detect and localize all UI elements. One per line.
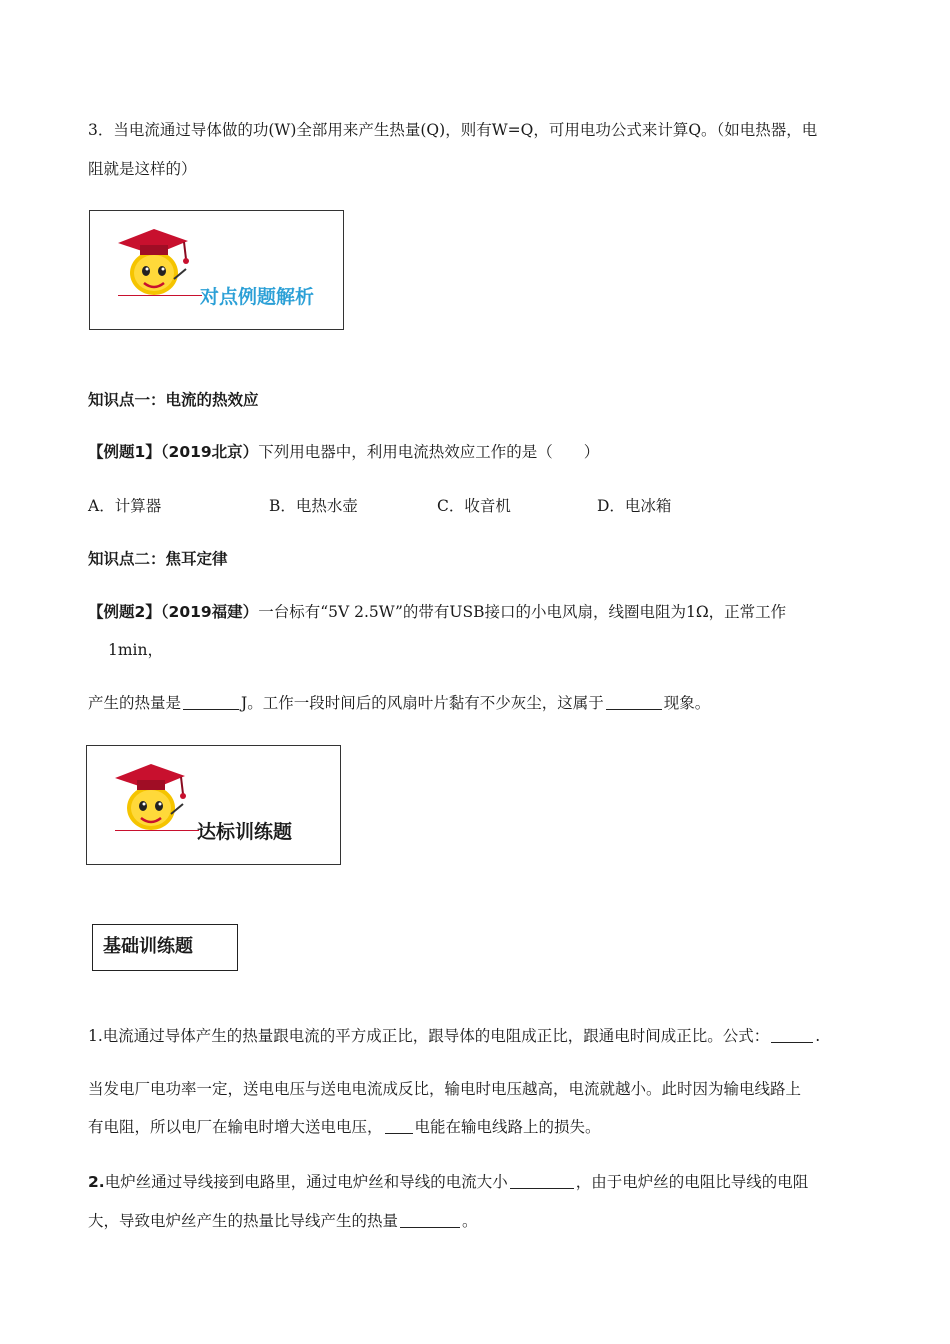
text-segment: 现象。 (663, 694, 711, 712)
banner-rule (115, 830, 199, 831)
example-1-option-b: B．电热水壶 (269, 497, 358, 515)
question-number: 2. (88, 1173, 105, 1191)
text-segment: 电能在输电线路上的损失。 (414, 1118, 601, 1136)
answer-blank[interactable] (385, 1118, 413, 1135)
intro-line-1: 3．当电流通过导体做的功(W)全部用来产生热量(Q)，则有W=Q，可用电功公式来计算Q。（如电热器，电 (88, 121, 818, 139)
section-banner-examples (89, 210, 344, 330)
example-1-option-a: A．计算器 (88, 497, 162, 515)
knowledge-point-1-heading: 知识点一：电流的热效应 (88, 391, 259, 409)
text-segment: ，由于电炉丝的电阻比导线的电阻 (575, 1173, 809, 1191)
example-2-question (88, 600, 786, 622)
q1-line-3 (88, 1115, 601, 1137)
q2-line-2 (88, 1209, 478, 1231)
text-segment: J。工作一段时间后的风扇叶片黏有不少灰尘，这属于 (241, 694, 604, 712)
text-segment: 电炉丝通过导线接到电路里，通过电炉丝和导线的电流大小 (104, 1173, 508, 1191)
text-segment: . (815, 1027, 821, 1045)
q1-line-1 (88, 1024, 820, 1046)
basic-training-title: 基础训练题 (92, 924, 238, 971)
text-segment: 产生的热量是 (88, 694, 182, 712)
example-source: （2019北京） (160, 443, 259, 461)
text-segment: 。 (462, 1212, 478, 1230)
example-source: （2019福建） (160, 603, 259, 621)
answer-blank[interactable] (771, 1027, 813, 1044)
text-segment: 有电阻，所以电厂在输电时增大送电电压， (88, 1118, 383, 1136)
q1-line-2: 当发电厂电功率一定，送电电压与送电电流成反比，输电时电压越高，电流就越小。此时因为输电线路上 (88, 1080, 802, 1098)
q2-line-1 (88, 1170, 808, 1192)
example-1-option-d: D．电冰箱 (597, 497, 672, 515)
banner-title: 达标训练题 (197, 821, 293, 843)
section-banner-practice (86, 745, 341, 865)
example-tag: 【例题2】 (88, 603, 161, 621)
intro-line-2: 阻就是这样的） (88, 160, 197, 178)
banner-rule (118, 295, 202, 296)
knowledge-point-2-heading: 知识点二：焦耳定律 (88, 550, 228, 568)
answer-blank[interactable] (606, 694, 662, 711)
answer-blank[interactable] (510, 1173, 574, 1190)
answer-blank[interactable] (400, 1212, 460, 1229)
graduate-mascot-icon (112, 221, 192, 301)
text-segment: 1.电流通过导体产生的热量跟电流的平方成正比，跟导体的电阻成正比，跟通电时间成正比。公式： (88, 1027, 770, 1045)
example-2-continuation: 1min， (108, 641, 163, 659)
banner-title: 对点例题解析 (200, 286, 315, 308)
example-tag: 【例题1】 (88, 443, 161, 461)
text-segment: 大，导致电炉丝产生的热量比导线产生的热量 (88, 1212, 399, 1230)
question-text: 一台标有“5V 2.5W”的带有USB接口的小电风扇，线圈电阻为1Ω，正常工作 (258, 603, 787, 621)
example-2-line-3 (88, 691, 710, 713)
answer-blank[interactable] (183, 694, 239, 711)
graduate-mascot-icon (109, 756, 189, 836)
question-text: 下列用电器中，利用电流热效应工作的是（ ） (258, 443, 600, 461)
example-1-question (88, 440, 599, 462)
example-1-option-c: C．收音机 (437, 497, 511, 515)
